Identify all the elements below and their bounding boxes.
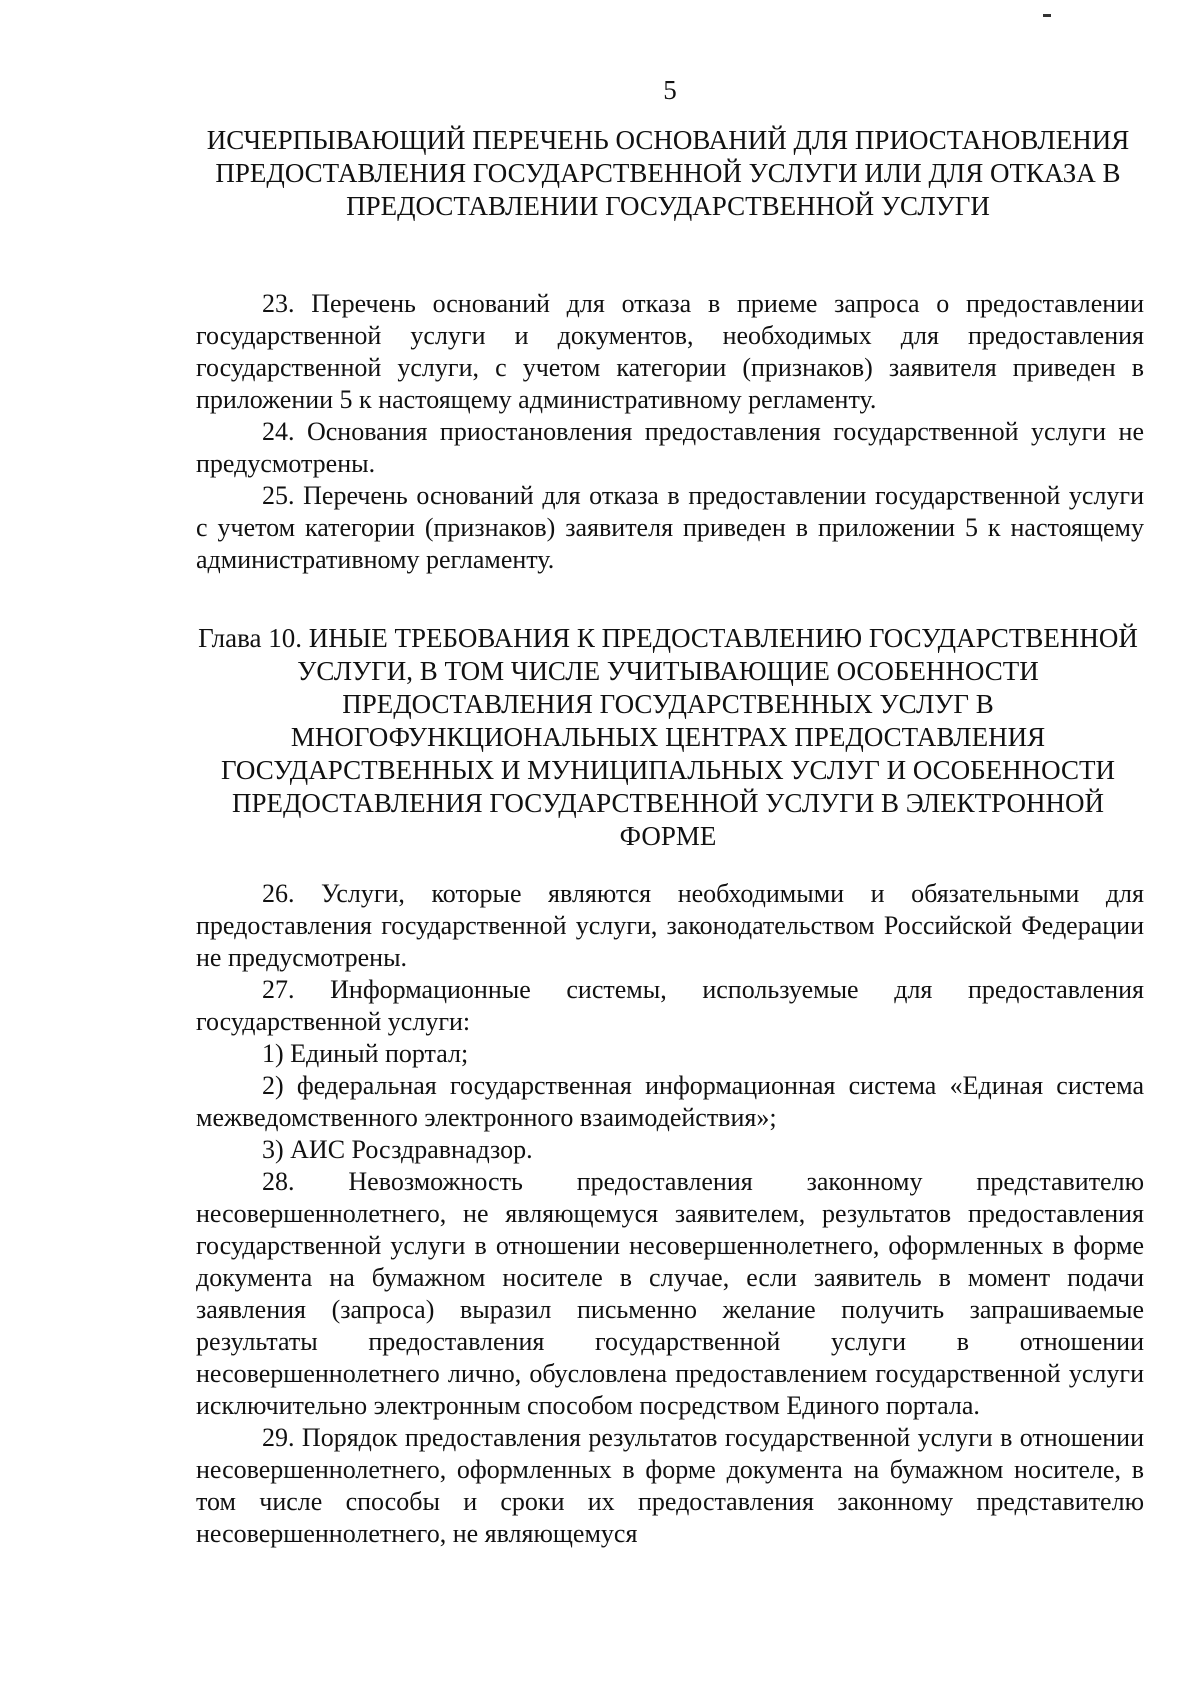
paragraph-28: 28. Невозможность предоставления законному представителю несовершеннолетнего, не являющемуся заявителем, результатов предоставления государственной услуги в отношении несовершеннолетнего, оформленных в форме документа на бумажном носителе в случае, если заявитель в момент подачи заявления (запроса) выразил письменно желание получить запрашиваемые результаты предоставления государственной услуги в отношении несовершеннолетнего лично, обусловлена предоставлением государственной услуги исключительно электронным способом посредством Единого портала. <box>196 1167 1144 1420</box>
text-block-grounds <box>196 288 1144 576</box>
paragraph-24: 24. Основания приостановления предоставления государственной услуги не предусмотрены. <box>196 417 1144 478</box>
paragraph-27: 27. Информационные системы, используемые для предоставления государственной услуги: <box>196 975 1144 1036</box>
paragraph-26: 26. Услуги, которые являются необходимыми и обязательными для предоставления государственной услуги, законодательством Российской Федерации не предусмотрены. <box>196 879 1144 972</box>
scan-mark <box>1043 14 1051 17</box>
paragraph-25: 25. Перечень оснований для отказа в предоставлении государственной услуги с учетом категории (признаков) заявителя приведен в приложении 5 к настоящему административному регламенту. <box>196 481 1144 574</box>
paragraph-29: 29. Порядок предоставления результатов государственной услуги в отношении несовершеннолетнего, оформленных в форме документа на бумажном носителе, в том числе способы и сроки их предоставления законному представителю несовершеннолетнего, не являющемуся <box>196 1423 1144 1548</box>
page-number: 5 <box>663 75 677 105</box>
list-item-1: 1) Единый портал; <box>262 1039 469 1068</box>
section-heading-grounds: ИСЧЕРПЫВАЮЩИЙ ПЕРЕЧЕНЬ ОСНОВАНИЙ ДЛЯ ПРИОСТАНОВЛЕНИЯ ПРЕДОСТАВЛЕНИЯ ГОСУДАРСТВЕННОЙ УСЛУГИ ИЛИ ДЛЯ ОТКАЗА В ПРЕДОСТАВЛЕНИИ ГОСУДАРСТВЕННОЙ УСЛУГИ <box>206 125 1130 221</box>
text-block-chapter-10 <box>196 878 1144 1550</box>
chapter-10-heading: Глава 10. ИНЫЕ ТРЕБОВАНИЯ К ПРЕДОСТАВЛЕНИЮ ГОСУДАРСТВЕННОЙ УСЛУГИ, В ТОМ ЧИСЛЕ УЧИТЫВАЮЩИЕ ОСОБЕННОСТИ ПРЕДОСТАВЛЕНИЯ ГОСУДАРСТВЕННЫХ УСЛУГ В МНОГОФУНКЦИОНАЛЬНЫХ ЦЕНТРАХ ПРЕДОСТАВЛЕНИЯ ГОСУДАРСТВЕННЫХ И МУНИЦИПАЛЬНЫХ УСЛУГ И ОСОБЕННОСТИ ПРЕДОСТАВЛЕНИЯ ГОСУДАРСТВЕННОЙ УСЛУГИ В ЭЛЕКТРОННОЙ ФОРМЕ <box>198 623 1138 851</box>
list-item-2: 2) федеральная государственная информационная система «Единая система межведомственного электронного взаимодействия»; <box>196 1071 1144 1132</box>
list-item-3: 3) АИС Росздравнадзор. <box>262 1135 533 1164</box>
paragraph-23: 23. Перечень оснований для отказа в приеме запроса о предоставлении государственной услуги и документов, необходимых для предоставления государственной услуги, с учетом категории (признаков) заявителя приведен в приложении 5 к настоящему административному регламенту. <box>196 289 1144 414</box>
